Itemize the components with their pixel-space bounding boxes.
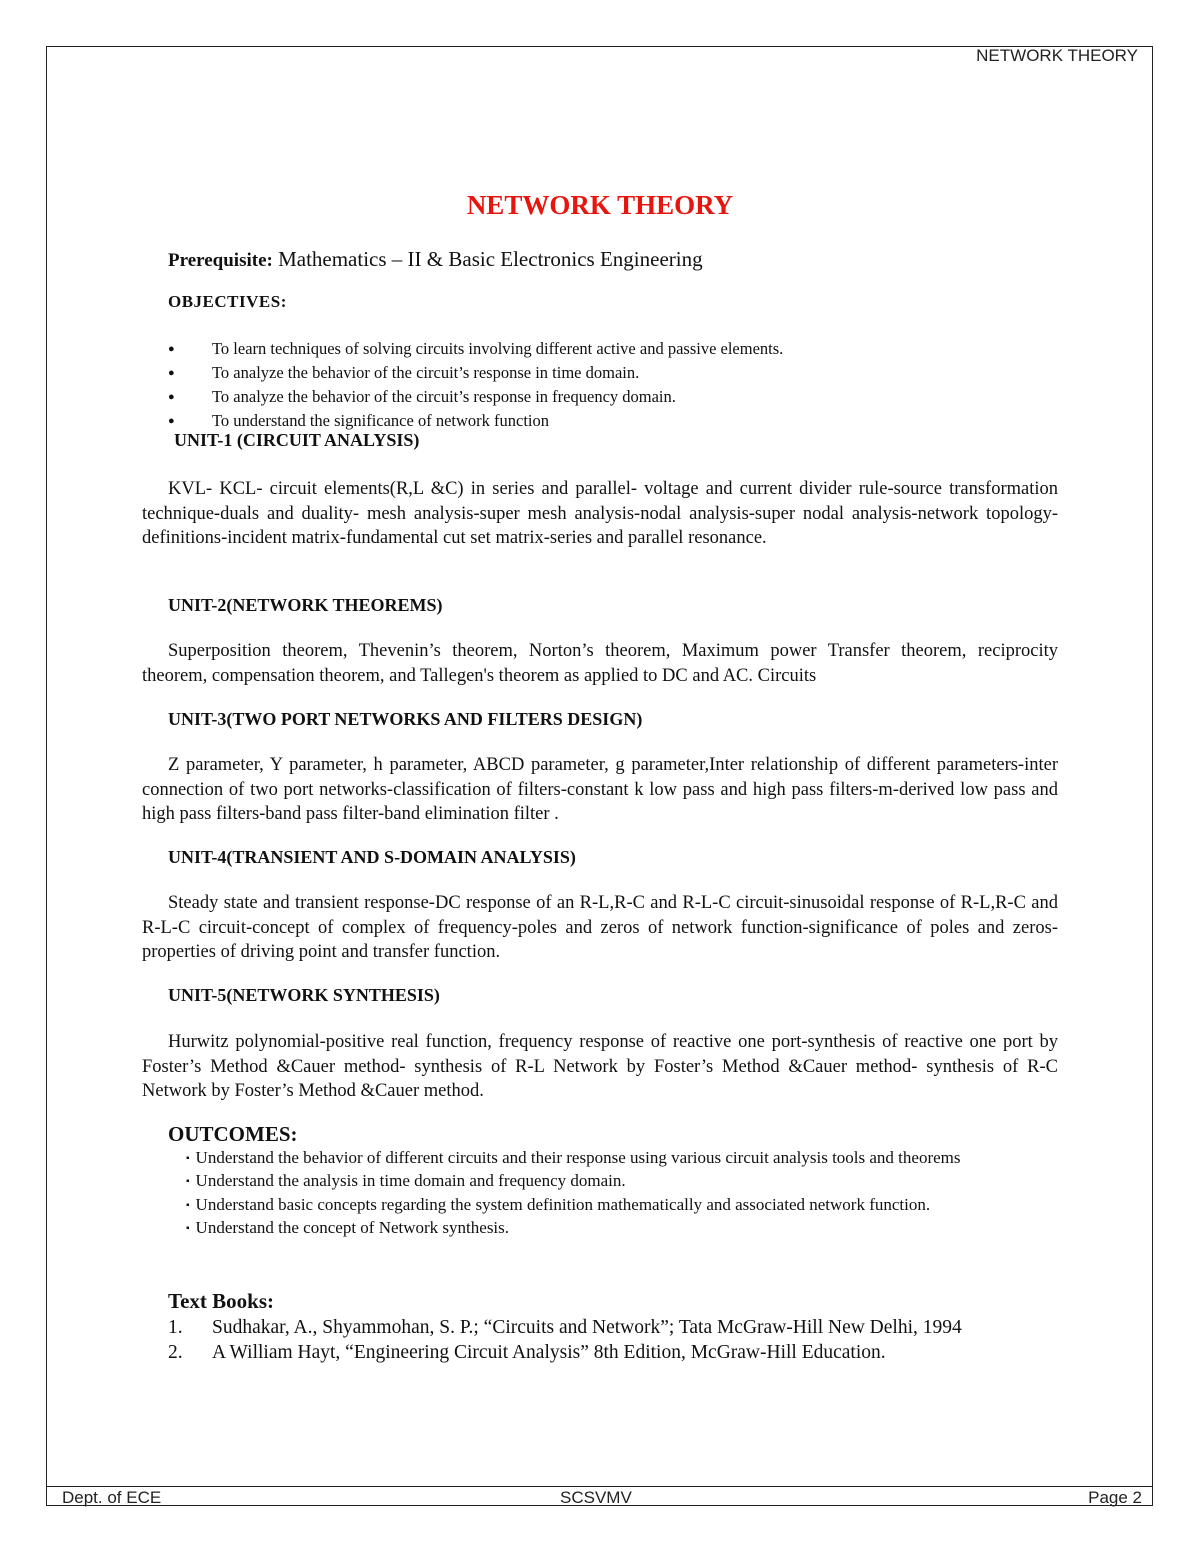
outcomes-list — [142, 1147, 1058, 1240]
unit-4-heading: UNIT-4(TRANSIENT AND S-DOMAIN ANALYSIS) — [168, 847, 576, 867]
objectives-list — [168, 337, 1048, 433]
list-item: ▪ Understand basic concepts regarding the system definition mathematically and associated network function. — [142, 1194, 1058, 1217]
list-number: 2. — [168, 1342, 183, 1363]
unit-2-text: Superposition theorem, Thevenin’s theorem, Norton’s theorem, Maximum power Transfer theorem, reciprocity theorem, compensation theorem, and Tallegen's theorem as applied to DC and AC. Circuits — [142, 641, 1058, 686]
outcomes-heading: OUTCOMES: — [168, 1122, 298, 1146]
list-item: ● To learn techniques of solving circuits involving different active and passive elements. — [168, 337, 1048, 361]
list-item: ● To understand the significance of network function — [168, 409, 1048, 433]
textbook-text: Sudhakar, A., Shyammohan, S. P.; “Circuits and Network”; Tata McGraw-Hill New Delhi, 1994 — [212, 1317, 962, 1338]
footer-institution: SCSVMV — [560, 1488, 632, 1507]
objectives-heading: OBJECTIVES: — [168, 292, 287, 311]
footer-department: Dept. of ECE — [62, 1488, 162, 1507]
running-header: NETWORK THEORY — [976, 46, 1138, 65]
list-item: ▪ Understand the behavior of different circuits and their response using various circuit analysis tools and theorems — [142, 1147, 1058, 1170]
list-item: ▪ Understand the concept of Network synthesis. — [142, 1217, 1058, 1240]
unit-1-text: KVL- KCL- circuit elements(R,L &C) in series and parallel- voltage and current divider rule-source transformation technique-duals and duality- mesh analysis-super mesh analysis-nodal analysis-super nodal analysis-network topology-definitions-incident matrix-fundamental cut set matrix-series and parallel resonance. — [142, 479, 1058, 548]
list-item: ▪ Understand the analysis in time domain and frequency domain. — [142, 1170, 1058, 1193]
list-item: ● To analyze the behavior of the circuit’s response in time domain. — [168, 361, 1048, 385]
prerequisite — [168, 247, 703, 272]
prerequisite-label: Prerequisite: — [168, 250, 273, 271]
page-title: NETWORK THEORY — [466, 190, 734, 220]
list-item: ● To analyze the behavior of the circuit’s response in frequency domain. — [168, 385, 1048, 409]
footer-divider — [46, 1486, 1153, 1487]
unit-5-heading: UNIT-5(NETWORK SYNTHESIS) — [168, 985, 440, 1005]
textbook-text: A William Hayt, “Engineering Circuit Analysis” 8th Edition, McGraw-Hill Education. — [212, 1342, 886, 1363]
prerequisite-value: Mathematics – II & Basic Electronics Engineering — [272, 247, 703, 271]
list-item — [168, 1340, 1068, 1365]
list-number: 1. — [168, 1317, 183, 1338]
unit-3-text: Z parameter, Y parameter, h parameter, ABCD parameter, g parameter,Inter relationship of different parameters-inter connection of two port networks-classification of filters-constant k low pass and high pass filters-m-derived low pass and high pass filters-band pass filter-band elimination filter . — [142, 755, 1058, 824]
footer-page-number: Page 2 — [1088, 1488, 1142, 1507]
unit-3-heading: UNIT-3(TWO PORT NETWORKS AND FILTERS DESIGN) — [168, 709, 643, 729]
list-item — [168, 1315, 1068, 1340]
unit-2-heading: UNIT-2(NETWORK THEOREMS) — [168, 595, 443, 615]
textbooks-list — [168, 1315, 1068, 1365]
unit-4-text: Steady state and transient response-DC response of an R-L,R-C and R-L-C circuit-sinusoidal response of R-L,R-C and R-L-C circuit-concept of complex of frequency-poles and zeros of network function-significance of poles and zeros-properties of driving point and transfer function. — [142, 893, 1058, 962]
unit-5-text: Hurwitz polynomial-positive real function, frequency response of reactive one port-synthesis of reactive one port by Foster’s Method &Cauer method- synthesis of R-L Network by Foster’s Method &Cauer method- synthesis of R-C Network by Foster’s Method &Cauer method. — [142, 1032, 1058, 1101]
unit-1-heading: UNIT-1 (CIRCUIT ANALYSIS) — [174, 430, 420, 450]
textbooks-heading: Text Books: — [168, 1289, 274, 1313]
